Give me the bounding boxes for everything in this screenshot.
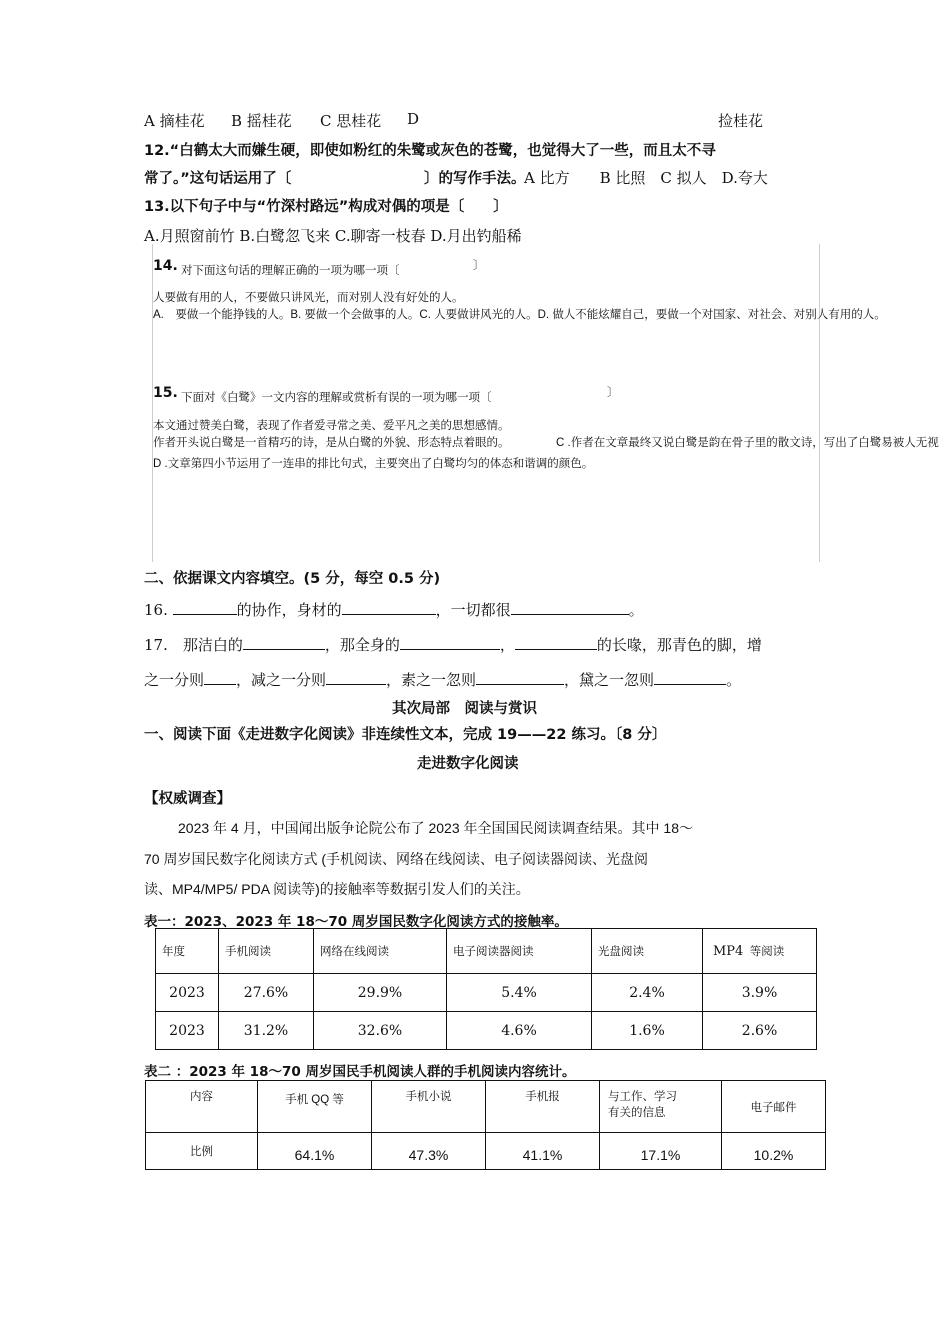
q17-text-d: 的长喙，那青色的脚，增 xyxy=(596,636,762,654)
q17-text-g: ，素之一忽则 xyxy=(386,671,477,689)
table2-cell: 17.1% xyxy=(600,1133,722,1170)
section2-title: 二、依据课文内容填空。(5 分，每空 0.5 分) xyxy=(144,571,441,587)
q16-text-c: 。 xyxy=(628,601,644,619)
article-para-line3: 读、MP4/MP5/ PDA 阅读等)的接触率等数据引发人们的关注。 xyxy=(144,881,530,897)
q16-blank-1[interactable] xyxy=(173,600,237,615)
q16-text-b: ，一切都很 xyxy=(435,601,511,619)
q17-blank-1[interactable] xyxy=(243,635,325,650)
q15-option-b: 作者开头说白鹭是一首精巧的诗，是从白鹭的外貌、形态特点着眼的。 xyxy=(153,437,510,449)
table2-header-novel: 手机小说 xyxy=(372,1081,486,1133)
q17-blank-7[interactable] xyxy=(654,670,726,685)
table1-header-row xyxy=(156,929,817,974)
table2-row-label: 比例 xyxy=(146,1133,258,1170)
q12-line1: 12.“白鹤太大而嫌生硬，即使如粉红的朱鹭或灰色的苍鹭，也觉得大了一些，而且太不寻 xyxy=(144,143,716,159)
q11-option-a: A 摘桂花 xyxy=(144,112,205,130)
table2-cell: 41.1% xyxy=(486,1133,600,1170)
q15-number: 15. xyxy=(153,385,178,401)
q17-text-e: 之一分则 xyxy=(144,671,205,689)
q13-stem: 13.以下句子中与“竹深村路远”构成对偶的项是〔 〕 xyxy=(144,199,508,215)
q15-option-c: C .作者在文章最终又说白鹭是韵在骨子里的散文诗，写出了白鹭易被人无视 xyxy=(556,437,939,449)
q16-number: 16. xyxy=(144,601,168,619)
q11-option-d-text: 捡桂花 xyxy=(718,112,764,130)
table2-header-work xyxy=(600,1081,722,1133)
q17-line2 xyxy=(144,669,741,690)
article-para-line2: 70 周岁国民数字化阅读方式 (手机阅读、网络在线阅读、电子阅读器阅读、光盘阅 xyxy=(144,851,649,867)
q17-blank-5[interactable] xyxy=(326,670,386,685)
q17-blank-6[interactable] xyxy=(476,670,564,685)
q11-option-c: C 思桂花 xyxy=(320,112,382,130)
part2-title: 其次局部 阅读与赏识 xyxy=(392,701,537,717)
authority-survey-tag: 【权威调查】 xyxy=(144,791,231,807)
table1-cell: 27.6% xyxy=(219,974,314,1012)
q14-stem: 对下面这句话的理解正确的一项为哪一项〔 xyxy=(181,265,400,277)
table2-header-email: 电子邮件 xyxy=(722,1081,826,1133)
q17-text-b: ，那全身的 xyxy=(324,636,400,654)
table1 xyxy=(155,928,817,1050)
q16-line xyxy=(144,599,644,620)
table-row xyxy=(156,1012,817,1050)
q12-line2b: 〕的写作手法。 xyxy=(424,171,526,187)
table1-header-mp4 xyxy=(703,929,817,974)
q11-option-b: B 摇桂花 xyxy=(231,112,292,130)
table1-header-mp4-suffix: 等阅读 xyxy=(749,946,785,958)
table2-cell: 64.1% xyxy=(258,1133,372,1170)
table2-header-work-line2: 有关的信息 xyxy=(608,1107,666,1119)
table-row xyxy=(156,974,817,1012)
part2-instruction: 一、阅读下面《走进数字化阅读》非连续性文本，完成 19——22 练习。〔8 分〕 xyxy=(144,727,667,743)
table1-header-disc: 光盘阅读 xyxy=(592,929,703,974)
table1-header-ereader: 电子阅读器阅读 xyxy=(447,929,592,974)
table2-cell: 10.2% xyxy=(722,1133,826,1170)
table1-header-online: 网络在线阅读 xyxy=(314,929,447,974)
table1-header-year: 年度 xyxy=(156,929,219,974)
q17-line1 xyxy=(144,634,762,655)
table2-caption: 表二 ：2023 年 18～70 周岁国民手机阅读人群的手机阅读内容统计。 xyxy=(144,1064,576,1080)
q16-text-a: 的协作，身材的 xyxy=(236,601,342,619)
table2 xyxy=(145,1080,826,1170)
q15-bracket: 〕 xyxy=(607,387,619,399)
table2-header-work-line1: 与工作、学习 xyxy=(608,1091,677,1103)
table-row xyxy=(146,1133,826,1170)
q14-bracket: 〕 xyxy=(473,260,485,272)
q15-stem: 下面对《白鹭》一文内容的理解或赏析有误的一项为哪一项〔 xyxy=(181,392,492,404)
table1-cell: 3.9% xyxy=(703,974,817,1012)
table2-header-qq: 手机 QQ 等 xyxy=(258,1081,372,1133)
table1-cell: 2023 xyxy=(156,1012,219,1050)
q14-quote: 人要做有用的人，不要做只讲风光，而对别人没有好处的人。 xyxy=(153,292,464,304)
q16-blank-2[interactable] xyxy=(342,600,436,615)
table1-cell: 2023 xyxy=(156,974,219,1012)
q12-options: A 比方 B 比照 C 拟人 D.夸大 xyxy=(524,169,768,187)
table1-caption: 表一：2023、2023 年 18～70 周岁国民数字化阅读方式的接触率。 xyxy=(144,914,568,930)
table1-cell: 29.9% xyxy=(314,974,447,1012)
q15-option-d: D .文章第四小节运用了一连串的排比句式，主要突出了白鹭均匀的体态和谐调的颜色。 xyxy=(153,458,594,470)
q17-text-i: 。 xyxy=(726,671,742,689)
q17-text-f: ，减之一分则 xyxy=(236,671,327,689)
table1-cell: 32.6% xyxy=(314,1012,447,1050)
q17-blank-4[interactable] xyxy=(204,670,236,685)
table1-header-mp4-label: MP4 xyxy=(713,944,744,959)
q12-line2a: 常了。”这句话运用了〔 xyxy=(144,171,292,187)
table2-header-content: 内容 xyxy=(146,1081,258,1133)
q15-option-a: 本文通过赞美白鹭，表现了作者爱寻常之美、爱平凡之美的思想感情。 xyxy=(153,420,510,432)
q11-option-d: D xyxy=(407,110,420,128)
table2-cell: 47.3% xyxy=(372,1133,486,1170)
table1-cell: 31.2% xyxy=(219,1012,314,1050)
table1-cell: 1.6% xyxy=(592,1012,703,1050)
q17-text-a: 17. 那洁白的 xyxy=(144,636,243,654)
q17-text-h: ，黛之一忽则 xyxy=(564,671,655,689)
table1-cell: 2.6% xyxy=(703,1012,817,1050)
q16-blank-3[interactable] xyxy=(511,600,629,615)
article-para-line1: 2023 年 4 月，中国闻出版争论院公布了 2023 年全国国民阅读调查结果。其中 18～ xyxy=(178,820,693,836)
table2-header-news: 手机报 xyxy=(486,1081,600,1133)
table1-header-mobile: 手机阅读 xyxy=(219,929,314,974)
q17-blank-3[interactable] xyxy=(515,635,597,650)
q14-number: 14. xyxy=(153,258,178,274)
q13-options: A.月照窗前竹 B.白鹭忽飞来 C.聊寄一枝春 D.月出钓船稀 xyxy=(144,227,522,245)
q17-blank-2[interactable] xyxy=(400,635,500,650)
q14-options: A. 要做一个能挣钱的人。B. 要做一个会做事的人。C. 人要做讲风光的人。D. 做人不能炫耀自己，要做一个对国家、对社会、对别人有用的人。 xyxy=(153,309,886,321)
table1-cell: 5.4% xyxy=(447,974,592,1012)
article-title: 走进数字化阅读 xyxy=(417,756,519,772)
table1-cell: 2.4% xyxy=(592,974,703,1012)
table2-header-row xyxy=(146,1081,826,1133)
q17-text-c: ， xyxy=(499,636,515,654)
table1-cell: 4.6% xyxy=(447,1012,592,1050)
